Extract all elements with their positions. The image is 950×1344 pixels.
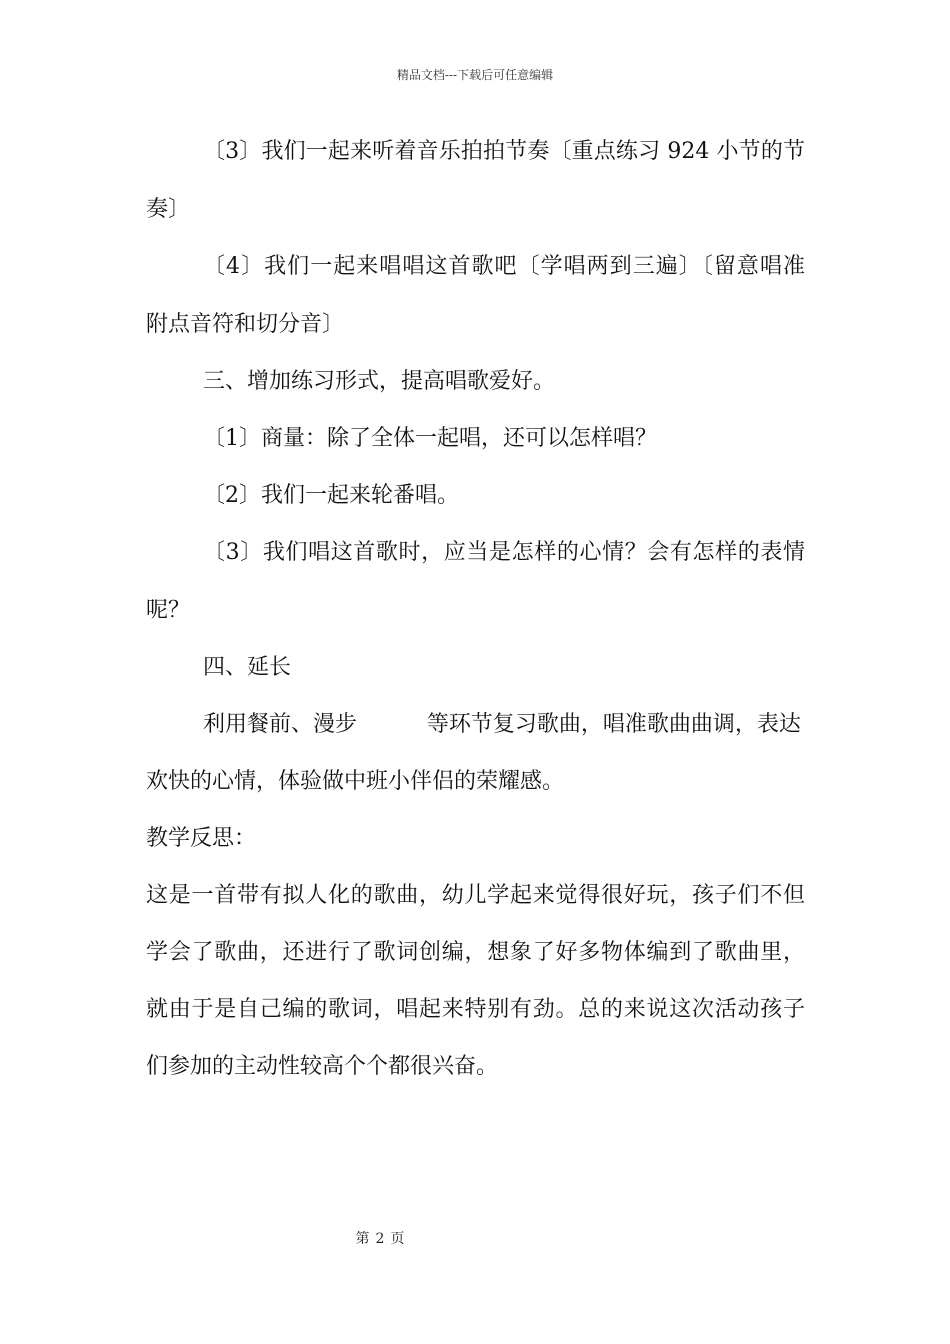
paragraph-line: 欢快的心情，体验做中班小伴侣的荣耀感。 <box>146 769 565 794</box>
paragraph-line: 就由于是自己编的歌词，唱起来特别有劲。总的来说这次活动孩子 <box>146 997 805 1022</box>
paragraph-line: 〔3〕我们一起来听着音乐拍拍节奏〔重点练习 924 小节的节 <box>203 139 805 164</box>
paragraph-line: 〔2〕我们一起来轮番唱。 <box>203 483 459 508</box>
paragraph-line: 呢？ <box>146 598 191 623</box>
section-heading: 四、延长 <box>203 655 292 680</box>
page-suffix: 页 <box>390 1231 405 1247</box>
section-heading: 教学反思： <box>146 826 257 851</box>
paragraph-line: 奏〕 <box>146 197 191 222</box>
paragraph-line: 〔1〕商量：除了全体一起唱，还可以怎样唱？ <box>203 426 657 451</box>
paragraph-line: 学会了歌曲，还进行了歌词创编，想象了好多物体编到了歌曲里， <box>146 940 805 965</box>
paragraph-line: 〔3〕我们唱这首歌时，应当是怎样的心情？会有怎样的表情 <box>203 540 805 565</box>
paragraph-line: 这是一首带有拟人化的歌曲，幼儿学起来觉得很好玩，孩子们不但 <box>146 883 805 908</box>
section-heading: 三、增加练习形式，提高唱歌爱好。 <box>203 369 556 394</box>
page-footer <box>0 1228 760 1248</box>
paragraph-line: 们参加的主动性较高个个都很兴奋。 <box>146 1054 499 1079</box>
paragraph-line: 〔4〕我们一起来唱唱这首歌吧〔学唱两到三遍〕〔留意唱准 <box>203 254 805 279</box>
page-number: 2 <box>375 1231 385 1247</box>
paragraph-line: 利用餐前、漫步 等环节复习歌曲，唱准歌曲曲调，表达 <box>203 712 801 737</box>
page-prefix: 第 <box>355 1231 370 1247</box>
paragraph-line: 附点音符和切分音〕 <box>146 312 345 337</box>
page-header: 精品文档---下载后可任意编辑 <box>396 68 554 82</box>
